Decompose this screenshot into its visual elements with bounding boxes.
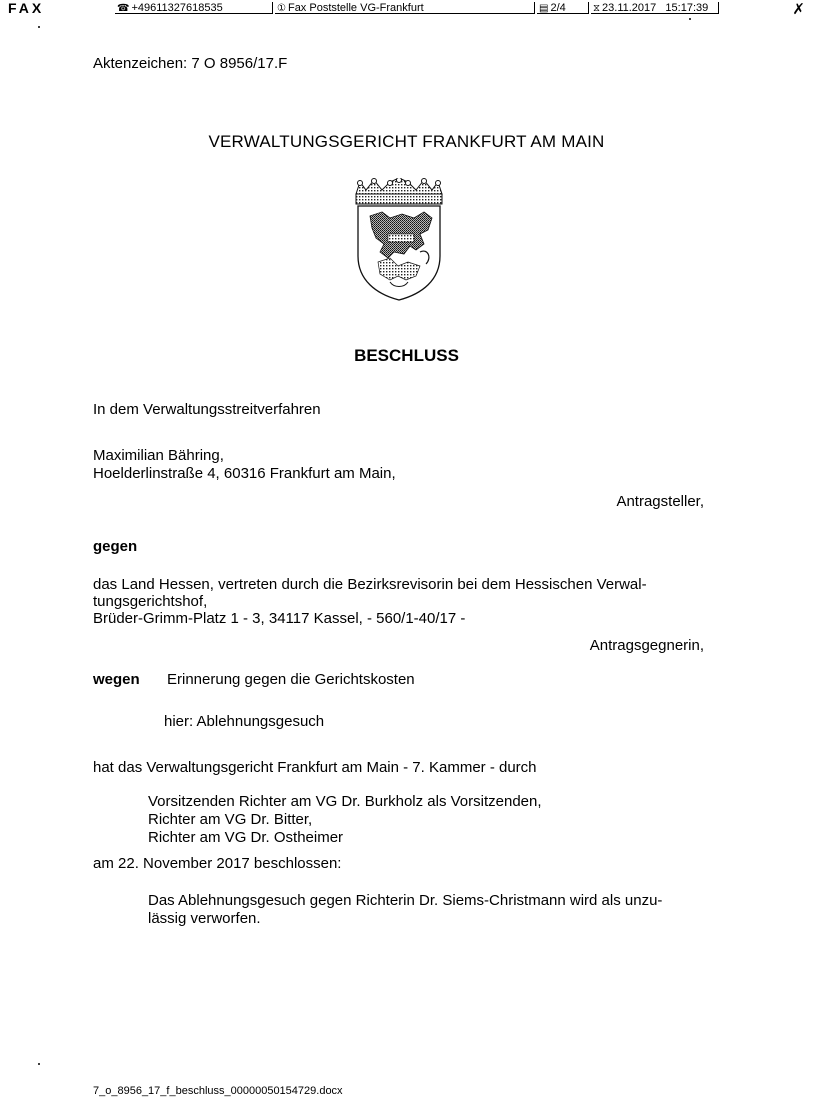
scan-dot xyxy=(689,18,691,20)
case-number: Aktenzeichen: 7 O 8956/17.F xyxy=(93,55,288,72)
regarding-label: wegen xyxy=(93,671,140,688)
respondent-line-2: tungsgerichtshof, xyxy=(93,593,208,610)
fax-label: FAX xyxy=(8,0,45,16)
fax-phone-box xyxy=(115,2,273,14)
fax-recipient-box xyxy=(275,2,535,14)
hourglass-icon: ⧖ xyxy=(593,3,601,14)
regarding-detail: hier: Ablehnungsgesuch xyxy=(164,713,325,730)
proceedings-intro: In dem Verwaltungsstreitverfahren xyxy=(93,401,321,418)
respondent-line-3: Brüder-Grimm-Platz 1 - 3, 34117 Kassel, - 560/1-40/17 - xyxy=(93,610,466,627)
fax-datetime-box xyxy=(591,2,719,14)
scan-dot xyxy=(38,1063,40,1065)
telephone-icon: ☎ xyxy=(117,3,130,14)
fax-phone-number: +49611327618535 xyxy=(131,2,223,14)
court-name: VERWALTUNGSGERICHT FRANKFURT AM MAIN xyxy=(208,132,605,151)
applicant-name: Maximilian Bähring, xyxy=(93,447,224,464)
judge-3: Richter am VG Dr. Ostheimer xyxy=(148,829,344,846)
pen-mark-icon: ✗ xyxy=(792,1,805,18)
scan-dot xyxy=(38,26,40,28)
against-label: gegen xyxy=(93,538,138,555)
fax-pages-box xyxy=(537,2,589,14)
court-statement: hat das Verwaltungsgericht Frankfurt am Main - 7. Kammer - durch xyxy=(93,759,537,776)
crown xyxy=(356,178,442,204)
hessen-coat-of-arms xyxy=(350,178,448,302)
footer-filename: 7_o_8956_17_f_beschluss_00000050154729.docx xyxy=(93,1085,343,1097)
decision-title: BESCHLUSS xyxy=(354,346,459,365)
regarding-text: Erinnerung gegen die Gerichtskosten xyxy=(167,671,415,688)
decision-date: am 22. November 2017 beschlossen: xyxy=(93,855,342,872)
judge-2: Richter am VG Dr. Bitter, xyxy=(148,811,313,828)
document-icon: ▤ xyxy=(539,3,549,14)
fax-recipient: Fax Poststelle VG-Frankfurt xyxy=(287,2,424,14)
judge-1: Vorsitzenden Richter am VG Dr. Burkholz als Vorsitzenden, xyxy=(148,793,542,810)
ruling-line-2: lässig verworfen. xyxy=(148,910,261,927)
circled-number-icon: ① xyxy=(277,3,286,14)
respondent-role: Antragsgegnerin, xyxy=(589,637,704,654)
ruling-line-1: Das Ablehnungsgesuch gegen Richterin Dr. Siems-Christmann wird als unzu- xyxy=(148,892,663,909)
applicant-address: Hoelderlinstraße 4, 60316 Frankfurt am Main, xyxy=(93,465,396,482)
fax-datetime: 23.11.2017 15:17:39 xyxy=(602,2,709,14)
respondent-line-1: das Land Hessen, vertreten durch die Bezirksrevisorin bei dem Hessischen Verwal- xyxy=(93,576,647,593)
applicant-role: Antragsteller, xyxy=(616,493,704,510)
fax-pages: 2/4 xyxy=(550,2,566,14)
